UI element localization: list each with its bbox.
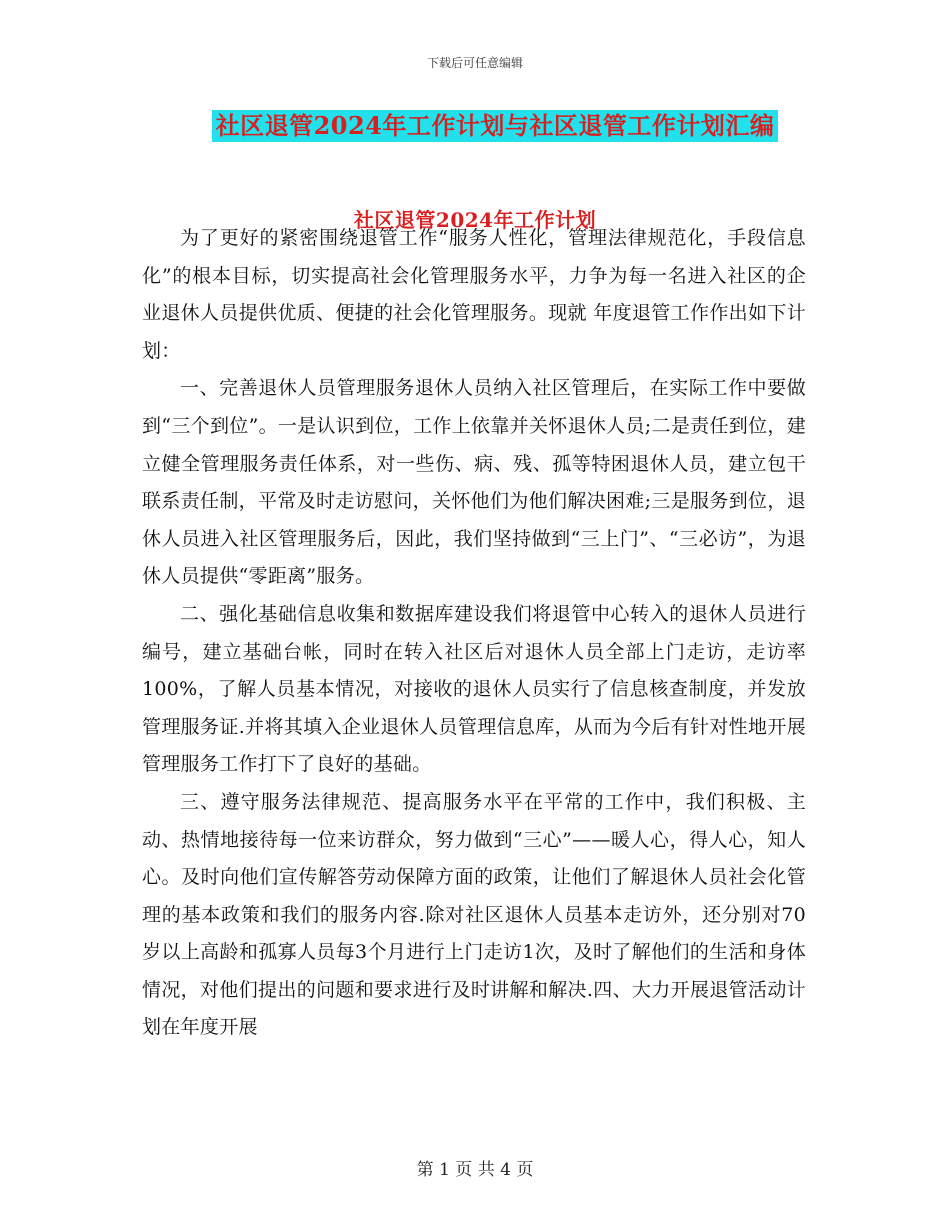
paragraph-intro: 为了更好的紧密围绕退管工作“服务人性化，管理法律规范化，手段信息化”的根本目标，切实提高社会化管理服务水平，力争为每一名进入社区的企业退休人员提供优质、便捷的社会化管理服务。现就 年度退管工作作出如下计划： bbox=[142, 227, 806, 362]
paragraph-section-1: 一、完善退休人员管理服务退休人员纳入社区管理后，在实际工作中要做到“三个到位”。一是认识到位，工作上依靠并关怀退休人员;二是责任到位，建立健全管理服务责任体系，对一些伤、病、残、孤等特困退休人员，建立包干联系责任制，平常及时走访慰问，关怀他们为他们解决困难;三是服务到位，退休人员进入社区管理服务后，因此，我们坚持做到“三上门”、“三必访”，为退休人员提供“零距离”服务。 bbox=[142, 377, 806, 588]
page-header: 下载后可任意编辑 bbox=[426, 56, 523, 70]
paragraph-section-3: 三、遵守服务法律规范、提高服务水平在平常的工作中，我们积极、主动、热情地接待每一位来访群众，努力做到“三心”——暖人心，得人心，知人心。及时向他们宣传解答劳动保障方面的政策，让他们了解退休人员社会化管理的基本政策和我们的服务内容.除对社区退休人员基本走访外，还分别对70岁以上高龄和孤寡人员每3个月进行上门走访1次，及时了解他们的生活和身体情况，对他们提出的问题和要求进行及时讲解和解决.四、大力开展退管活动计划在年度开展 bbox=[142, 790, 806, 1039]
document-body bbox=[142, 220, 806, 1047]
title-container bbox=[0, 110, 950, 142]
document-title: 社区退管2024年工作计划与社区退管工作计划汇编 bbox=[212, 110, 779, 142]
paragraph-section-2: 二、强化基础信息收集和数据库建设我们将退管中心转入的退休人员进行编号，建立基础台帐，同时在转入社区后对退休人员全部上门走访，走访率100%，了解人员基本情况，对接收的退休人员实行了信息核查制度，并发放管理服务证.并将其填入企业退休人员管理信息库，从而为今后有针对性地开展管理服务工作打下了良好的基础。 bbox=[142, 602, 806, 776]
section-title: 社区退管2024年工作计划 bbox=[353, 208, 597, 232]
page-footer: 第 1 页 共 4 页 bbox=[416, 1160, 534, 1180]
